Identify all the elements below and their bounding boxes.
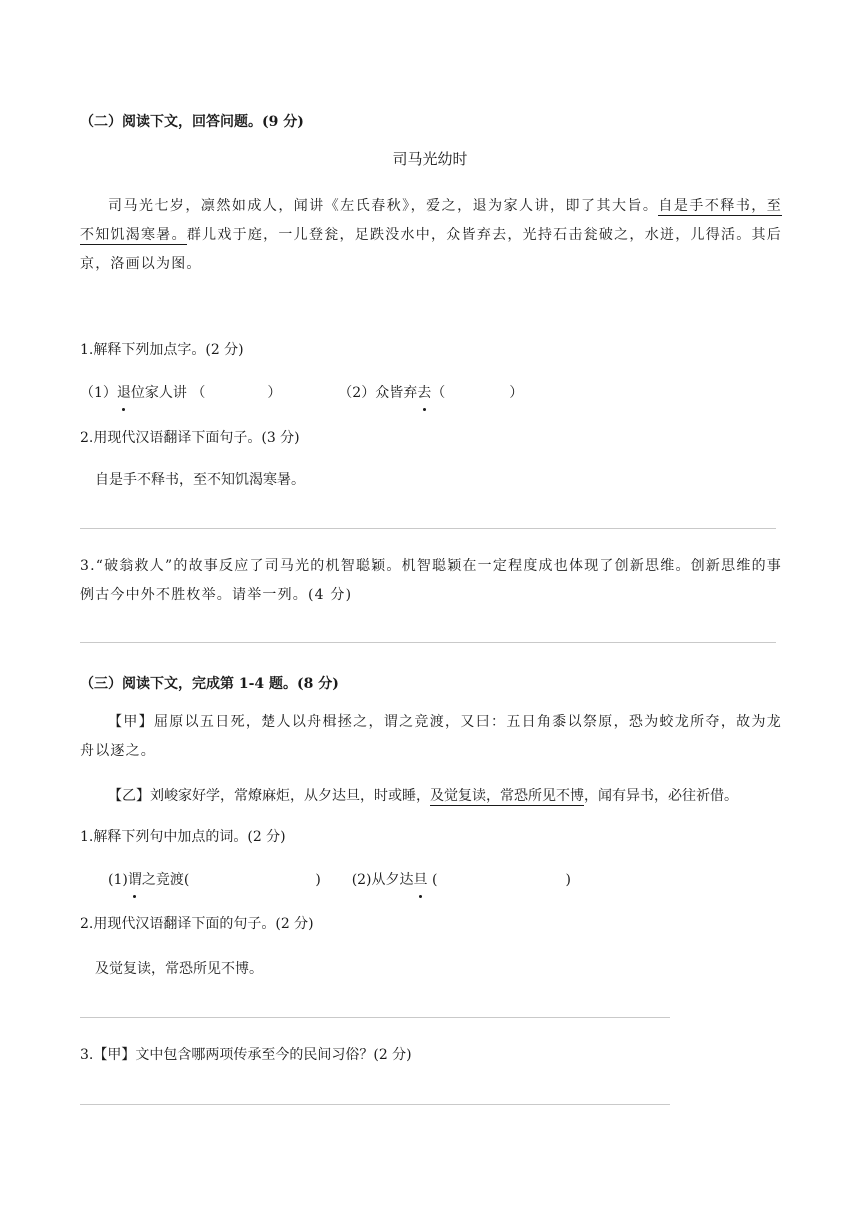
s3-q2-sentence: 及觉复读，常恐所见不博。 — [95, 961, 263, 977]
passage-paragraph — [80, 192, 782, 279]
s3-q1-items — [108, 866, 810, 894]
answer-line[interactable] — [80, 1017, 670, 1018]
dotted-char: 退 — [117, 379, 131, 407]
underlined-sentence: 及觉复读，常恐所见不博 — [430, 788, 584, 804]
s3-q1-item1: (1)谓之竞渡( ) — [108, 872, 321, 888]
s2-question-1: 1.解释下列加点字。(2 分) — [80, 342, 244, 358]
section3-heading: （三）阅读下文，完成第 1-4 题。(8 分) — [80, 676, 339, 692]
s3-question-2: 2.用现代汉语翻译下面的句子。(2 分) — [80, 916, 314, 932]
s3-question-1: 1.解释下列句中加点的词。(2 分) — [80, 829, 286, 845]
answer-line[interactable] — [80, 528, 776, 529]
s2-q1-items — [80, 379, 782, 407]
section2-heading: （二）阅读下文，回答问题。(9 分) — [80, 114, 304, 130]
passage-text-a: 司马光七岁，凛然如成人，闻讲《左氏春秋》，爱之，退为家人讲，即了其大旨。 — [108, 198, 659, 214]
answer-line[interactable] — [80, 642, 776, 643]
passage-title: 司马光幼时 — [392, 150, 468, 168]
dotted-char: 旦 — [414, 866, 428, 894]
passage-text-b: 群儿戏于庭，一儿登瓮，足跌没水中，众皆弃去，光持石击瓮破之，水迸，儿得活。其后京，洛画以为图。 — [80, 227, 782, 272]
s3-question-3: 3.【甲】文中包含哪两项传承至今的民间习俗？(2 分) — [80, 1047, 412, 1063]
s2-q1-item1: （1）退位家人讲 （ ） — [80, 385, 281, 401]
answer-line[interactable] — [80, 1104, 670, 1105]
s2-question-3: 3.“破翁救人”的故事反应了司马光的机智聪颖。机智聪颖在一定程度成也体现了创新思维。创新思维的事例古今中外不胜枚举。请举一列。(4 分) — [80, 558, 782, 603]
dotted-char: 去 — [417, 379, 431, 407]
s2-question-2: 2.用现代汉语翻译下面句子。(3 分) — [80, 430, 300, 446]
s2-q1-item2: （2）众皆弃去（ ） — [338, 385, 523, 401]
passage-yi: 【乙】刘峻家好学，常燎麻炬，从夕达旦，时或睡，及觉复读，常恐所见不博，闻有异书，必往祈借。 — [108, 788, 738, 804]
s2-q2-sentence: 自是手不释书，至不知饥渴寒暑。 — [95, 472, 305, 488]
dotted-char: 谓 — [128, 866, 142, 894]
s3-q1-item2: (2)从夕达旦 ( ) — [352, 872, 571, 888]
underlined-sentence: 自是手不释书，至不知饥渴寒暑。 — [80, 198, 782, 243]
passage-jia: 【甲】屈原以五日死，楚人以舟楫拯之，谓之竞渡，又曰：五日角黍以祭原，恐为蛟龙所夺，故为龙舟以逐之。 — [80, 714, 782, 759]
